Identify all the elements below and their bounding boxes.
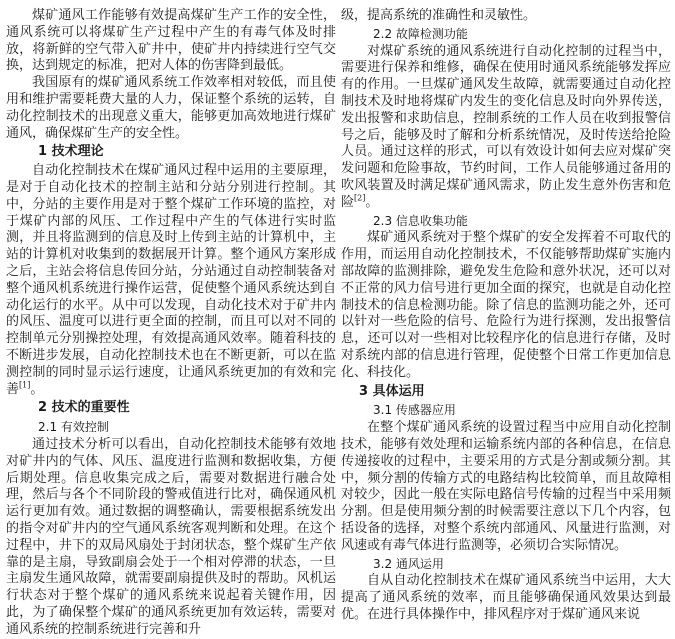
paragraph-fault-end: 。 [365, 194, 379, 210]
section-heading-1: 1 技术理论 [38, 144, 104, 160]
paragraph-fault [341, 44, 671, 212]
paragraph-vent: 自从自动化控制技术在煤矿通风系统当中运用，大大提高了通风系统的效率，而且能够确保通风效果达到最优。在进行具体操作中，排风程序对于煤矿通风来说 [341, 573, 671, 622]
subsection-heading-3-2: 3.2 通风运用 [373, 556, 444, 571]
subsection-heading-2-2: 2.2 故障检测功能 [373, 26, 468, 41]
left-column [6, 8, 336, 638]
paragraph-info: 煤矿通风系统对于整个煤矿的安全发挥着不可取代的作用，而运用自动化控制技术，不仅能够帮助煤矿实施内部故障的监测排除，避免发生危险和意外状况，还可以对不正常的风力信号进行更加全面的探究，也就是自动化控制技术的信息检测功能。除了信息的监测功能之外，还可以针对一些危险的信号、危险行为进行探测，发出报警信息，还可以对一些相对比较程序化的信息进行存储，及时对系统内部的信息进行管理，促使整个日常工作更加信息化、科技化。 [341, 230, 671, 380]
paragraph-fault-text: 对煤矿系统的通风系统进行自动化控制的过程当中，需要进行保养和维修，确保在使用时通风系统能够发挥应有的作用。一旦煤矿通风发生故障，就需要通过自动化控制技术及时地将煤矿内发生的变化信息及时向外界传送，发出报警和求助信息，控制系统的工作人员在收到报警信号之后，能够及时了解和分析系统情况，及时传送给抢险人员。通过这样的形式，可以有效设计如何去应对煤矿突发问题和危险事故，节约时间，工作人员能够通过备用的吹风装置及时满足煤矿通风需求，防止发生意外伤害和危险 [341, 43, 671, 210]
citation-1: [1] [19, 380, 31, 390]
citation-2: [2] [354, 193, 366, 203]
subsection-heading-2-1: 2.1 有效控制 [38, 420, 109, 435]
right-column [341, 8, 671, 624]
subsection-heading-2-3: 2.3 信息收集功能 [373, 213, 468, 228]
paragraph-theory [6, 163, 336, 398]
paragraph-intro-2: 我国原有的煤矿通风系统工作效率相对较低，而且使用和维护需要耗费大量的人力，保证整个系统的运转，自动化控制技术的出现意义重大，能够更加高效地进行煤矿通风，确保煤矿生产的安全性。 [6, 75, 336, 141]
paragraph-theory-text: 自动化控制技术在煤矿通风过程中运用的主要原理，是对于自动化技术的控制主站和分站分别进行控制。其中，分站的主要作用是对于整个煤矿工作环境的监控，对于煤矿内部的风压、工作过程中产生的气体进行实时监测，并且将监测到的信息及时上传到主站的计算机中，主站的计算机对收集到的数据展开计算。整个通风方案形成之后，主站会将信息传回分站，分站通过自动控制装备对整个通风机系统进行操作运营，促使整个通风系统达到自动化运行的水平。从中可以发现，自动化技术对于矿井内的风压、温度可以进行更全面的控制，而且可以对不同的控制单元分别操控处理，有效提高通风效率。随着科技的不断进步发展，自动化控制技术也在不断更新，可以在监测控制的同时显示运行速度，让通风系统更加的有效和完善 [6, 163, 336, 397]
paragraph-intro-1: 煤矿通风工作能够有效提高煤矿生产工作的安全性，通风系统可以将煤矿生产过程中产生的有毒气体及时排放，将新鲜的空气带入矿井中，使矿井内持续进行空气交换，达到规定的标准，把对人体的伤害降到最低。 [6, 8, 336, 74]
section-heading-3: 3 具体运用 [359, 383, 425, 399]
subsection-heading-3-1: 3.1 传感器应用 [373, 403, 456, 418]
paragraph-control: 通过技术分析可以看出，自动化控制技术能够有效地对矿井内的气体、风压、温度进行监测和数据收集，方便后期处理。信息收集完成之后，需要对数据进行融合处理，然后与各个不同阶段的警戒值进行比对，确保通风机运行更加有效。通过数据的调整确认，需要根据系统发出的指令对矿井内的空气通风系统客观判断和处理。在这个过程中，井下的双局风扇处于封闭状态，整个煤矿生产依靠的是主扇，导致副扇会处于一个相对停滞的状态，一旦主扇发生通风故障，就需要副扇提供及时的帮助。风机运行状态对于整个煤矿的通风系统来说起着关键作用，因此，为了确保整个煤矿的通风系统更加有效运转，需要对通风系统的控制系统进行完善和升 [6, 436, 336, 637]
paragraph-continuation: 级，提高系统的准确性和灵敏性。 [341, 8, 537, 23]
section-heading-2: 2 技术的重要性 [38, 400, 130, 416]
paragraph-sensor: 在整个煤矿通风系统的设置过程当中应用自动化控制技术，能够有效处理和运输系统内部的各种信息，在信息传递接收的过程中，主要采用的方式是分割或频分割。其中，频分割的传输方式的电路结构比较简单，而且故障相对较少，因此一般在实际电路信号传输的过程当中采用频分割。但是使用频分割的时候需要注意以下几个内容，包括设备的选择，对整个系统内部通风、风量进行监测，对风速或有毒气体进行监测等，必须切合实际情况。 [341, 420, 671, 553]
paragraph-theory-end: 。 [30, 381, 44, 397]
